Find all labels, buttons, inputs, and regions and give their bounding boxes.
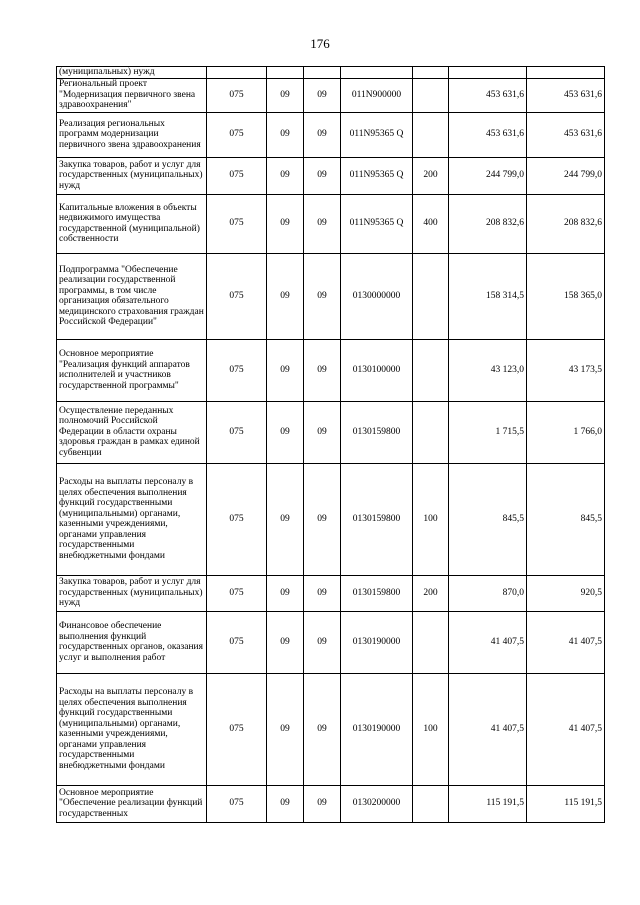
- cell-ministry: 075: [207, 463, 267, 575]
- cell-section: 09: [267, 157, 304, 194]
- cell-name: Подпрограмма "Обеспечение реализации государственной программы, в том числе организация обязательного медицинского страхования граждан Российской Федерации": [57, 253, 207, 339]
- cell-section: 09: [267, 112, 304, 157]
- cell-target-article: 011N95365 Q: [341, 194, 413, 253]
- cell-section: 09: [267, 253, 304, 339]
- cell-target-article: 0130000000: [341, 253, 413, 339]
- cell-ministry: 075: [207, 785, 267, 822]
- cell-expense-type: [413, 339, 449, 401]
- cell-target-article: 0130190000: [341, 611, 413, 673]
- cell-target-article: [341, 67, 413, 79]
- cell-amount-year-1: 41 407,5: [449, 673, 527, 785]
- cell-section: 09: [267, 339, 304, 401]
- table-row: [57, 673, 605, 785]
- cell-subsection: 09: [304, 78, 341, 112]
- cell-amount-year-2: 41 407,5: [527, 673, 605, 785]
- table-row: [57, 194, 605, 253]
- cell-amount-year-1: 1 715,5: [449, 401, 527, 463]
- cell-ministry: 075: [207, 78, 267, 112]
- cell-ministry: 075: [207, 611, 267, 673]
- cell-amount-year-1: 244 799,0: [449, 157, 527, 194]
- cell-expense-type: [413, 253, 449, 339]
- cell-name: Осуществление переданных полномочий Российской Федерации в области охраны здоровья граждан в рамках единой субвенции: [57, 401, 207, 463]
- cell-amount-year-2: 453 631,6: [527, 78, 605, 112]
- cell-amount-year-2: 244 799,0: [527, 157, 605, 194]
- table-row: [57, 401, 605, 463]
- cell-subsection: 09: [304, 673, 341, 785]
- cell-expense-type: 200: [413, 575, 449, 611]
- cell-subsection: 09: [304, 401, 341, 463]
- cell-name: Капитальные вложения в объекты недвижимого имущества государственной (муниципальной) собственности: [57, 194, 207, 253]
- cell-amount-year-1: 43 123,0: [449, 339, 527, 401]
- cell-subsection: 09: [304, 194, 341, 253]
- cell-expense-type: [413, 78, 449, 112]
- cell-name: Основное мероприятие "Обеспечение реализации функций государственных: [57, 785, 207, 822]
- cell-section: 09: [267, 401, 304, 463]
- cell-subsection: 09: [304, 339, 341, 401]
- cell-expense-type: [413, 785, 449, 822]
- cell-amount-year-2: 115 191,5: [527, 785, 605, 822]
- table-row: [57, 785, 605, 822]
- cell-expense-type: [413, 67, 449, 79]
- cell-amount-year-2: 920,5: [527, 575, 605, 611]
- cell-amount-year-1: 41 407,5: [449, 611, 527, 673]
- cell-amount-year-2: 453 631,6: [527, 112, 605, 157]
- table-row: [57, 157, 605, 194]
- cell-expense-type: 100: [413, 463, 449, 575]
- cell-amount-year-2: 41 407,5: [527, 611, 605, 673]
- cell-target-article: 011N900000: [341, 78, 413, 112]
- cell-target-article: 0130159800: [341, 575, 413, 611]
- cell-ministry: 075: [207, 194, 267, 253]
- table-row: [57, 611, 605, 673]
- cell-subsection: 09: [304, 253, 341, 339]
- cell-name: (муниципальных) нужд: [57, 67, 207, 79]
- cell-name: Реализация региональных программ модернизации первичного звена здравоохранения: [57, 112, 207, 157]
- cell-target-article: 011N95365 Q: [341, 112, 413, 157]
- cell-expense-type: [413, 112, 449, 157]
- page-number: 176: [310, 36, 330, 51]
- cell-subsection: 09: [304, 611, 341, 673]
- cell-section: [267, 67, 304, 79]
- cell-section: 09: [267, 673, 304, 785]
- cell-ministry: 075: [207, 575, 267, 611]
- cell-subsection: 09: [304, 785, 341, 822]
- cell-subsection: 09: [304, 463, 341, 575]
- table-row: [57, 78, 605, 112]
- cell-amount-year-1: 453 631,6: [449, 78, 527, 112]
- cell-name: Расходы на выплаты персоналу в целях обеспечения выполнения функций государственными (муниципальными) органами, казенными учреждениями, органами управления государственными внебюджетными фондами: [57, 673, 207, 785]
- cell-name: Финансовое обеспечение выполнения функций государственных органов, оказания услуг и выполнения работ: [57, 611, 207, 673]
- cell-section: 09: [267, 463, 304, 575]
- cell-expense-type: 400: [413, 194, 449, 253]
- cell-ministry: 075: [207, 339, 267, 401]
- table-row: [57, 575, 605, 611]
- cell-expense-type: 200: [413, 157, 449, 194]
- cell-expense-type: 100: [413, 673, 449, 785]
- cell-amount-year-1: 453 631,6: [449, 112, 527, 157]
- cell-name: Расходы на выплаты персоналу в целях обеспечения выполнения функций государственными (муниципальными) органами, казенными учреждениями, органами управления государственными внебюджетными фондами: [57, 463, 207, 575]
- cell-name: Закупка товаров, работ и услуг для государственных (муниципальных) нужд: [57, 575, 207, 611]
- cell-expense-type: [413, 401, 449, 463]
- cell-section: 09: [267, 575, 304, 611]
- cell-section: 09: [267, 78, 304, 112]
- cell-subsection: 09: [304, 157, 341, 194]
- cell-ministry: 075: [207, 401, 267, 463]
- cell-ministry: 075: [207, 157, 267, 194]
- table-row: [57, 67, 605, 79]
- cell-amount-year-2: 208 832,6: [527, 194, 605, 253]
- cell-expense-type: [413, 611, 449, 673]
- cell-amount-year-1: 115 191,5: [449, 785, 527, 822]
- table-row: [57, 339, 605, 401]
- cell-section: 09: [267, 785, 304, 822]
- cell-amount-year-1: 208 832,6: [449, 194, 527, 253]
- cell-subsection: 09: [304, 112, 341, 157]
- cell-amount-year-1: 158 314,5: [449, 253, 527, 339]
- cell-amount-year-2: 845,5: [527, 463, 605, 575]
- table-row: [57, 253, 605, 339]
- cell-name: Региональный проект "Модернизация первичного звена здравоохранения": [57, 78, 207, 112]
- cell-name: Закупка товаров, работ и услуг для государственных (муниципальных) нужд: [57, 157, 207, 194]
- cell-target-article: 0130190000: [341, 673, 413, 785]
- cell-amount-year-2: 158 365,0: [527, 253, 605, 339]
- cell-target-article: 0130159800: [341, 401, 413, 463]
- table-row: [57, 112, 605, 157]
- cell-ministry: [207, 67, 267, 79]
- cell-section: 09: [267, 194, 304, 253]
- budget-table: [56, 66, 605, 823]
- cell-ministry: 075: [207, 112, 267, 157]
- cell-amount-year-2: 1 766,0: [527, 401, 605, 463]
- cell-section: 09: [267, 611, 304, 673]
- cell-target-article: 011N95365 Q: [341, 157, 413, 194]
- table-row: [57, 463, 605, 575]
- cell-amount-year-2: 43 173,5: [527, 339, 605, 401]
- cell-target-article: 0130100000: [341, 339, 413, 401]
- cell-target-article: 0130159800: [341, 463, 413, 575]
- cell-amount-year-1: [449, 67, 527, 79]
- cell-subsection: 09: [304, 575, 341, 611]
- cell-subsection: [304, 67, 341, 79]
- cell-target-article: 0130200000: [341, 785, 413, 822]
- cell-ministry: 075: [207, 253, 267, 339]
- budget-table-body: [57, 67, 605, 823]
- cell-amount-year-1: 845,5: [449, 463, 527, 575]
- cell-amount-year-1: 870,0: [449, 575, 527, 611]
- cell-ministry: 075: [207, 673, 267, 785]
- cell-amount-year-2: [527, 67, 605, 79]
- cell-name: Основное мероприятие "Реализация функций аппаратов исполнителей и участников государственной программы": [57, 339, 207, 401]
